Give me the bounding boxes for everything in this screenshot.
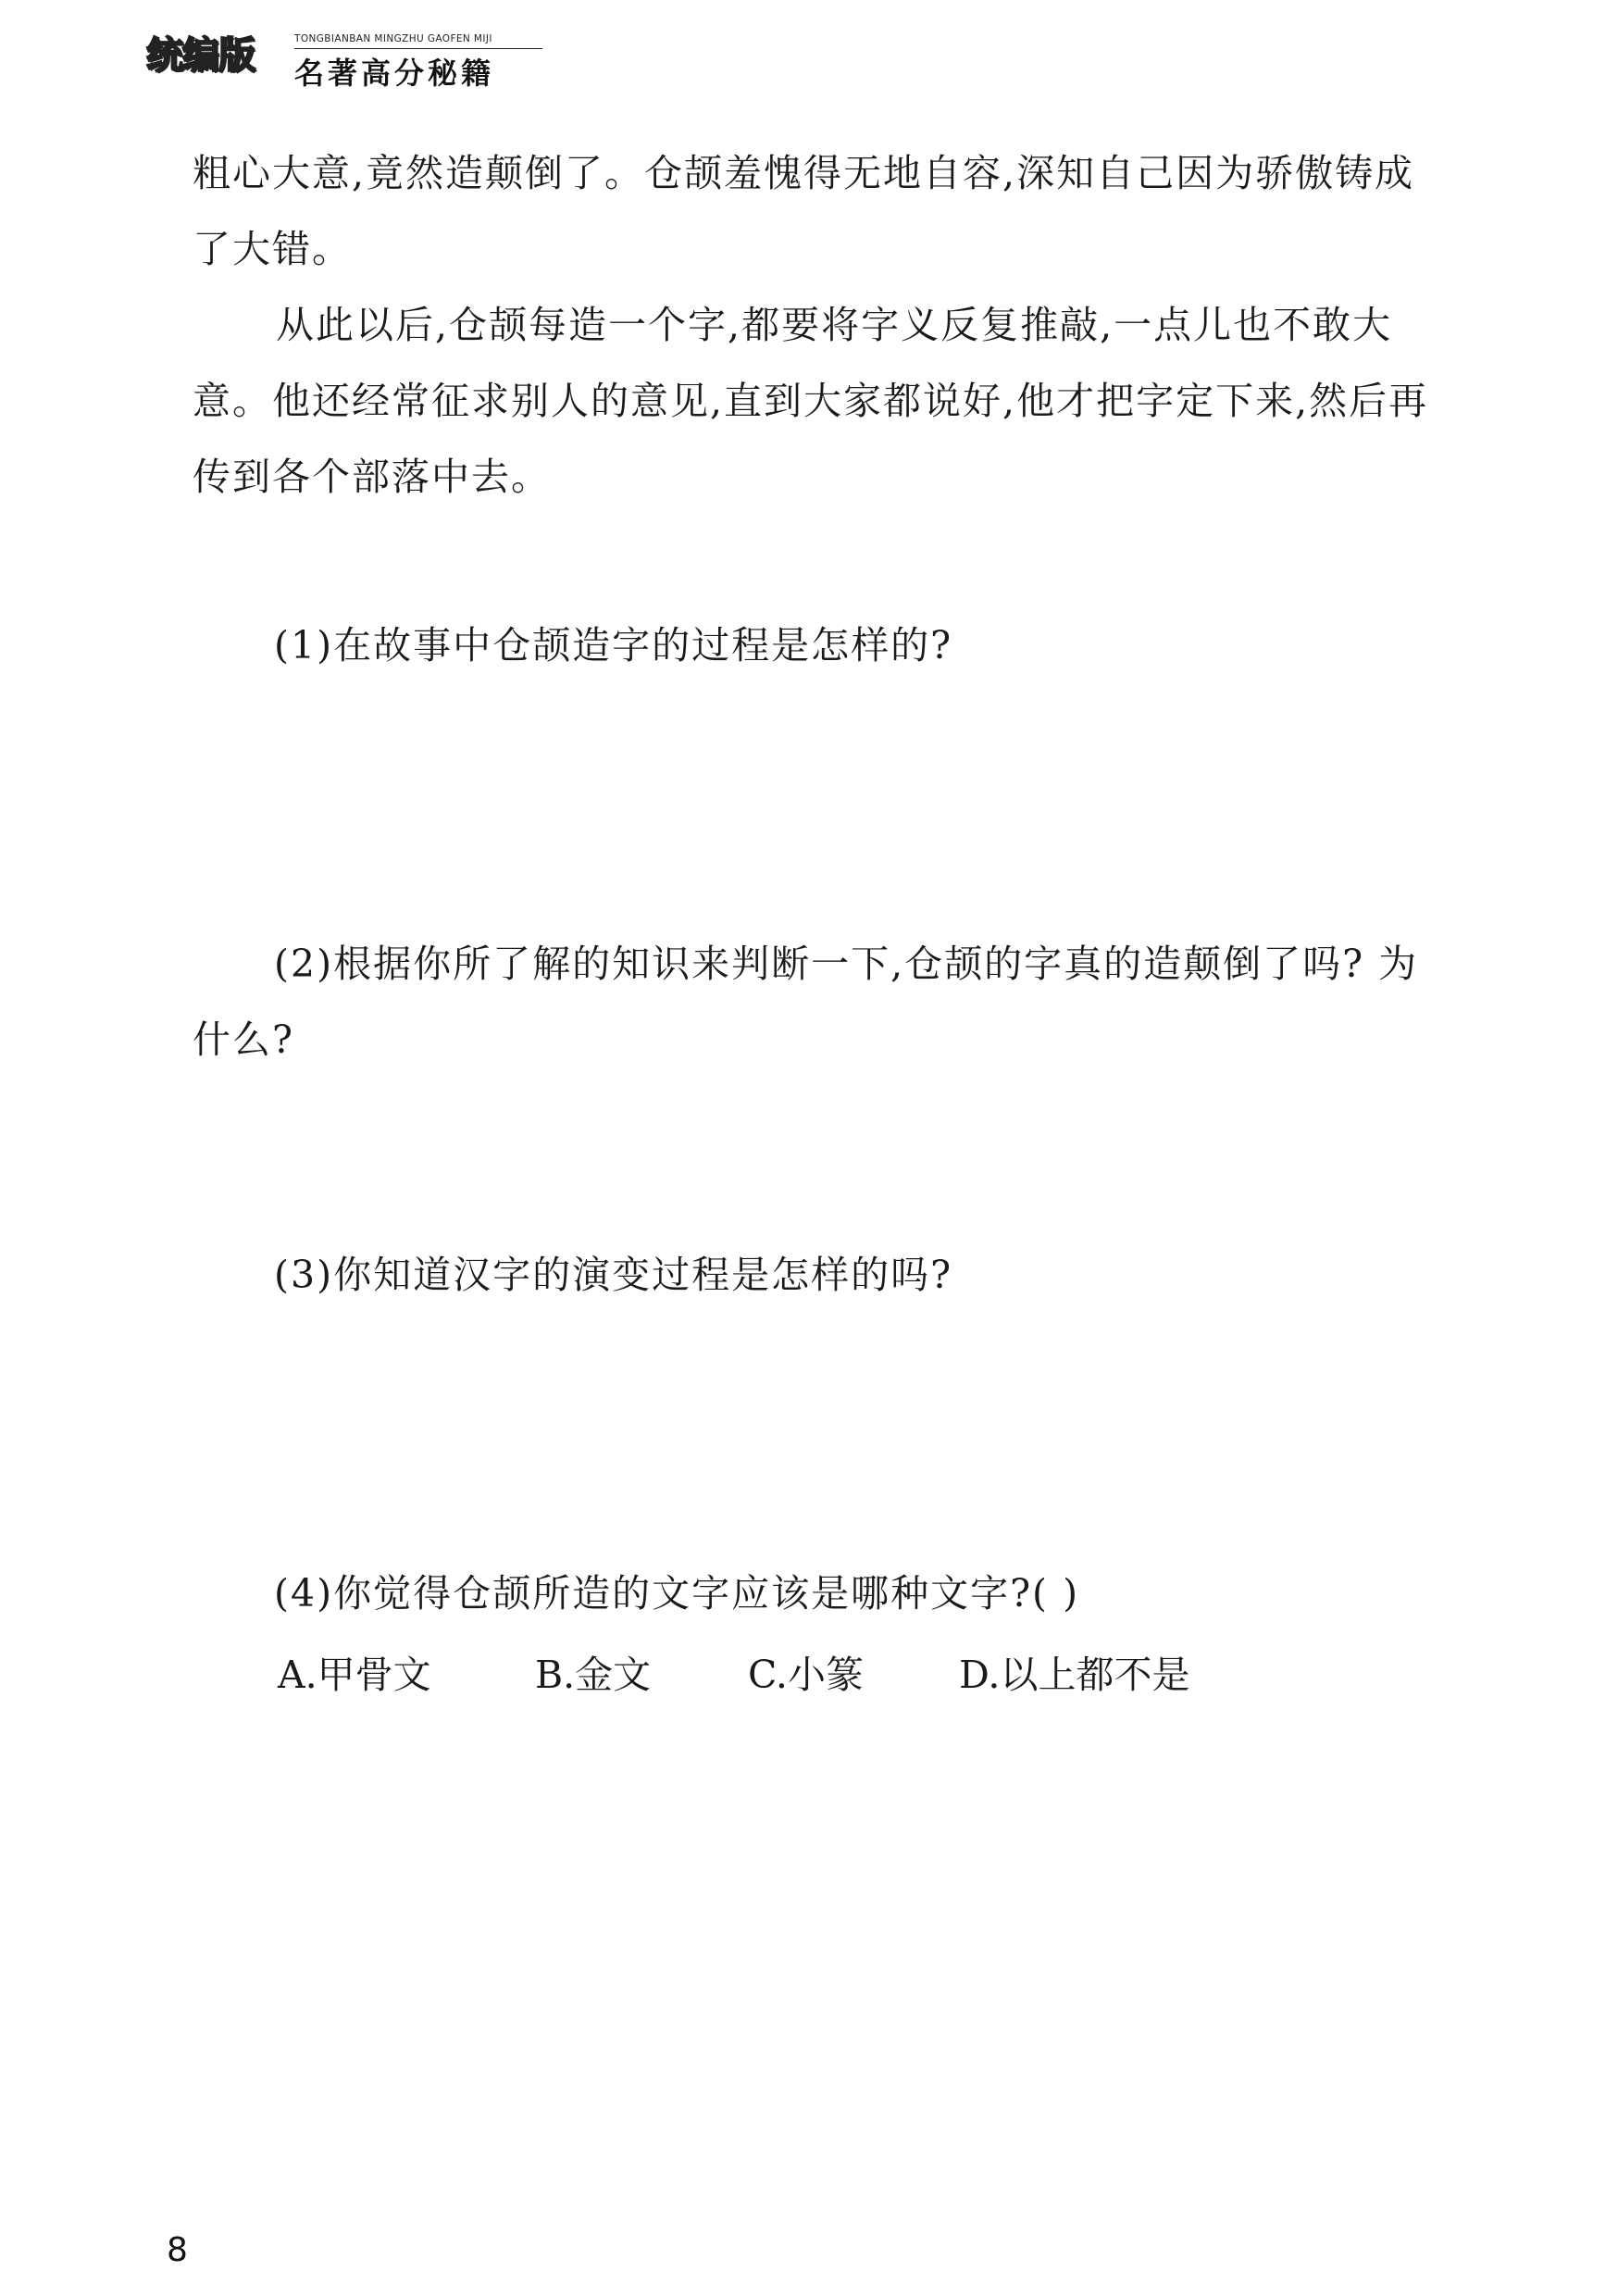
page-header [146,28,554,91]
series-title: 名著高分秘籍 [294,56,495,91]
question-2: (2)根据你所了解的知识来判断一下,仓颉的字真的造颠倒了吗? 为什么? [193,942,1419,1062]
header-rule [294,48,542,49]
option-d: D.以上都不是 [959,1653,1190,1697]
question-4-options [278,1637,1189,1713]
paragraph-2: 从此以后,仓颉每造一个字,都要将字义反复推敲,一点儿也不敢大意。他还经常征求别人的意见,直到大家都说好,他才把字定下来,然后再传到各个部落中去。 [193,303,1429,499]
story-text [193,135,1433,515]
paragraph-1: 粗心大意,竟然造颠倒了。仓颉羞愧得无地自容,深知自己因为骄傲铸成了大错。 [193,151,1415,271]
question-1: (1)在故事中仓颉造字的过程是怎样的? [274,623,953,668]
edition-badge: 统编版 [146,34,255,77]
series-pinyin: TONGBIANBAN MINGZHU GAOFEN MIJI [294,33,492,44]
option-b: B.金文 [535,1653,652,1697]
option-a: A.甲骨文 [278,1653,431,1697]
question-3: (3)你知道汉字的演变过程是怎样的吗? [274,1253,953,1297]
option-c: C.小篆 [748,1653,864,1697]
page-number: 8 [167,2231,188,2269]
question-4: (4)你觉得仓颉所造的文字应该是哪种文字?( ) [274,1571,1080,1616]
